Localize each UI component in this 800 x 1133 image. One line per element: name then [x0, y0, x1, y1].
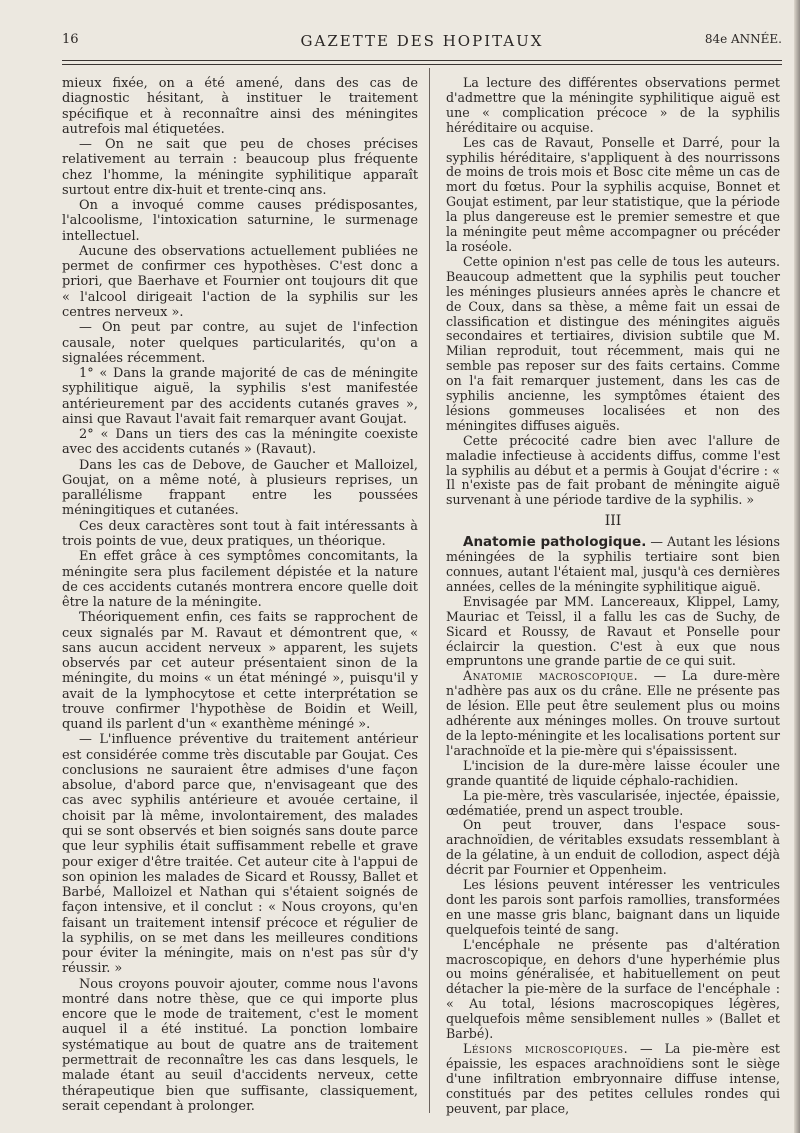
paragraph: Ces deux caractères sont tout à fait intéressants à trois points de vue, deux pratiques, un théorique.	[62, 518, 418, 549]
paragraph: Théoriquement enfin, ces faits se rapprochent de ceux signalés par M. Ravaut et démontrent que, « sans aucun accident nerveux » apparent, les sujets observés par cet auteur présentaient sinon de la méningite, du moins « un état méningé », puisqu'il y avait de la lymphocytose et cette interprétation se trouve confirmer l'hypothèse de Boidin et Weill, quand ils parlent d'un « exanthème méningé ».	[62, 610, 418, 733]
paragraph: Les lésions peuvent intéresser les ventricules dont les parois sont parfois ramollies, transformées en une masse gris blanc, baignant dans un liquide quelquefois teinté de sang.	[446, 877, 780, 937]
page-edge-shadow	[794, 0, 800, 1133]
paragraph: Cette précocité cadre bien avec l'allure de maladie infectieuse à accidents diffus, comme l'est la syphilis au début et a permis à Goujat d'écrire : « Il n'existe pas de fait probant de méningite aiguë survenant à une période tardive de la syphilis. »	[446, 432, 780, 508]
paragraph: En effet grâce à ces symptômes concomitants, la méningite sera plus facilement dépistée et la nature de ces accidents cutanés montrera encore quelle doit être la nature de la méningite.	[62, 549, 418, 611]
macro-paragraph	[446, 669, 780, 758]
paragraph: 1° « Dans la grande majorité de cas de méningite syphilitique aiguë, la syphilis s'est manifestée antérieurement par des accidents cutanés graves », ainsi que Ravaut l'avait fait remarquer avant Goujat.	[62, 366, 418, 427]
paragraph: On peut trouver, dans l'espace sous-arachnoïdien, de véritables exsudats ressemblant à de la gélatine, à un enduit de collodion, aspect déjà décrit par Fournier et Oppenheim.	[446, 817, 780, 878]
paragraph: 2° « Dans un tiers des cas la méningite coexiste avec des accidents cutanés » (Ravaut).	[62, 427, 418, 458]
paragraph: — On ne sait que peu de choses précises relativement au terrain : beaucoup plus fréquente chez l'homme, la méningite syphilitique apparaît surtout entre dix-huit et trente-cinq ans.	[62, 137, 418, 198]
page-number: 16	[62, 32, 79, 47]
micro-paragraph	[446, 1042, 780, 1117]
section-heading: Anatomie pathologique.	[463, 534, 647, 551]
paragraph-text: — La pie-mère est épaissie, les espaces arachnoïdiens sont le siège d'une infiltration embryonnaire diffuse intense, constitués par des petites cellules rondes qui peuvent, par place,	[446, 1041, 780, 1116]
paragraph: Aucune des observations actuellement publiées ne permet de confirmer ces hypothèses. C'est donc a priori, que Baerhave et Fournier ont toujours dit que « l'alcool dirigeait l'action de la syphilis sur les centres nerveux ».	[62, 243, 418, 320]
page-header	[62, 32, 782, 54]
paragraph: — On peut par contre, au sujet de l'infection causale, noter quelques particularités, qu'on a signalées récemment.	[62, 320, 418, 366]
subsection-heading: Anatomie macroscopique.	[463, 668, 639, 684]
paragraph: mieux fixée, on a été amené, dans des cas de diagnostic hésitant, à instituer le traitement spécifique et à reconnaître ainsi des méningites autrefois mal étiquetées.	[62, 76, 418, 137]
section-numeral: III	[604, 513, 622, 530]
paragraph: Cette opinion n'est pas celle de tous les auteurs. Beaucoup admettent que la syphilis peut toucher les méninges plusieurs années après le chancre et de Coux, dans sa thèse, a même fait un essai de classification et distingue des méningites aiguës secondaires et tertiaires, division subtile que M. Milian reproduit, tout récemment, mais qui ne semble pas reposer sur des faits certains. Comme on l'a fait remarquer justement, dans les cas de syphilis ancienne, les symptômes étaient des lésions gommeuses localisées et non des méningites diffuses aiguës.	[446, 253, 780, 433]
header-rule-top	[62, 60, 782, 61]
paragraph: Nous croyons pouvoir ajouter, comme nous l'avons montré dans notre thèse, que ce qui importe plus encore que le mode de traitement, c'est le moment auquel il a été institué. La ponction lombaire systématique au bout de quatre ans de traitement permettrait de reconnaître les cas dans lesquels, le malade étant au seuil d'accidents nerveux, cette thérapeutique bien que suffisante, classiquement, serait cependant à prolonger.	[62, 976, 418, 1114]
paragraph: — L'influence préventive du traitement antérieur est considérée comme très discutable par Goujat. Ces conclusions ne sauraient être admises d'une façon absolue, d'abord parce que, n'envisageant que des cas avec syphilis antérieure et avouée certaine, il choisit par là même, involontairement, des malades qui se sont observés et bien soignés sans doute parce que leur syphilis était suffisamment rebelle et grave pour exiger d'être traitée. Cet auteur cite à l'appui de son opinion les malades de Sicard et Roussy, Ballet et Barbé, Malloizel et Nathan qui s'étaient soignés de façon intensive, et il conclut : « Nous croyons, qu'en faisant un traitement intensif précoce et régulier de la syphilis, on se met dans les meilleures conditions pour éviter la méningite, mais on n'est pas sûr d'y réussir. »	[62, 732, 418, 977]
paragraph: On a invoqué comme causes prédisposantes, l'alcoolisme, l'intoxication saturnine, le surmenage intellectuel.	[62, 198, 418, 244]
paragraph: Envisagée par MM. Lancereaux, Klippel, Lamy, Mauriac et Teissl, il a fallu les cas de Suchy, de Sicard et Roussy, de Ravaut et Ponselle pour éclaircir la question. C'est à eux que nous empruntons une grande partie de ce qui suit.	[446, 593, 780, 669]
anatomy-paragraph	[446, 535, 780, 595]
paragraph: Dans les cas de Debove, de Gaucher et Malloizel, Goujat, on a même noté, à plusieurs reprises, un parallélisme frappant entre les poussées méningitiques et cutanées.	[62, 457, 418, 519]
right-column	[446, 76, 780, 1117]
column-divider	[429, 68, 430, 1113]
paragraph: La lecture des différentes observations permet d'admettre que la méningite syphilitique aiguë est une « complication précoce » de la syphilis héréditaire ou acquise.	[446, 75, 780, 135]
paragraph: La pie-mère, très vascularisée, injectée, épaissie, œdématiée, prend un aspect trouble.	[446, 787, 780, 818]
paragraph-text: — Autant les lésions méningées de la syphilis tertiaire sont bien connues, autant l'étaient mal, jusqu'à ces dernières années, celles de la méningite syphilitique aiguë.	[446, 534, 781, 594]
paragraph: L'encéphale ne présente pas d'altération macroscopique, en dehors d'une hyperhémie plus ou moins généralisée, et habituellement on peut détacher la pie-mère de la surface de l'encéphale : « Au total, lésions macroscopiques légères, quelquefois même sensiblement nulles » (Ballet et Barbé).	[446, 936, 780, 1042]
header-rule-bottom	[62, 64, 782, 65]
paragraph: Les cas de Ravaut, Ponselle et Darré, pour la syphilis héréditaire, s'appliquent à des nourrissons de moins de trois mois et Bosc cite même un cas de mort du fœtus. Pour la syphilis acquise, Bonnet et Goujat estiment, par leur statistique, que la période la plus dangereuse est le premier semestre et que la méningite peut même accompagner ou précéder la roséole.	[446, 134, 780, 254]
publication-title: GAZETTE DES HOPITAUX	[300, 32, 544, 50]
subsection-heading: Lésions microscopiques.	[463, 1041, 629, 1056]
volume-year: 84e ANNÉE.	[704, 32, 782, 46]
paragraph-text: — La dure-mère n'adhère pas aux os du crâne. Elle ne présente pas de lésion. Elle peut être seulement plus ou moins adhérente aux méninges molles. On trouve surtout de la lepto-méningite et les localisations portent sur l'arachnoïde et la pie-mère qui s'épaississent.	[446, 668, 780, 758]
paragraph: L'incision de la dure-mère laisse écouler une grande quantité de liquide céphalo-rachidien.	[446, 757, 780, 788]
left-column	[62, 76, 418, 1114]
